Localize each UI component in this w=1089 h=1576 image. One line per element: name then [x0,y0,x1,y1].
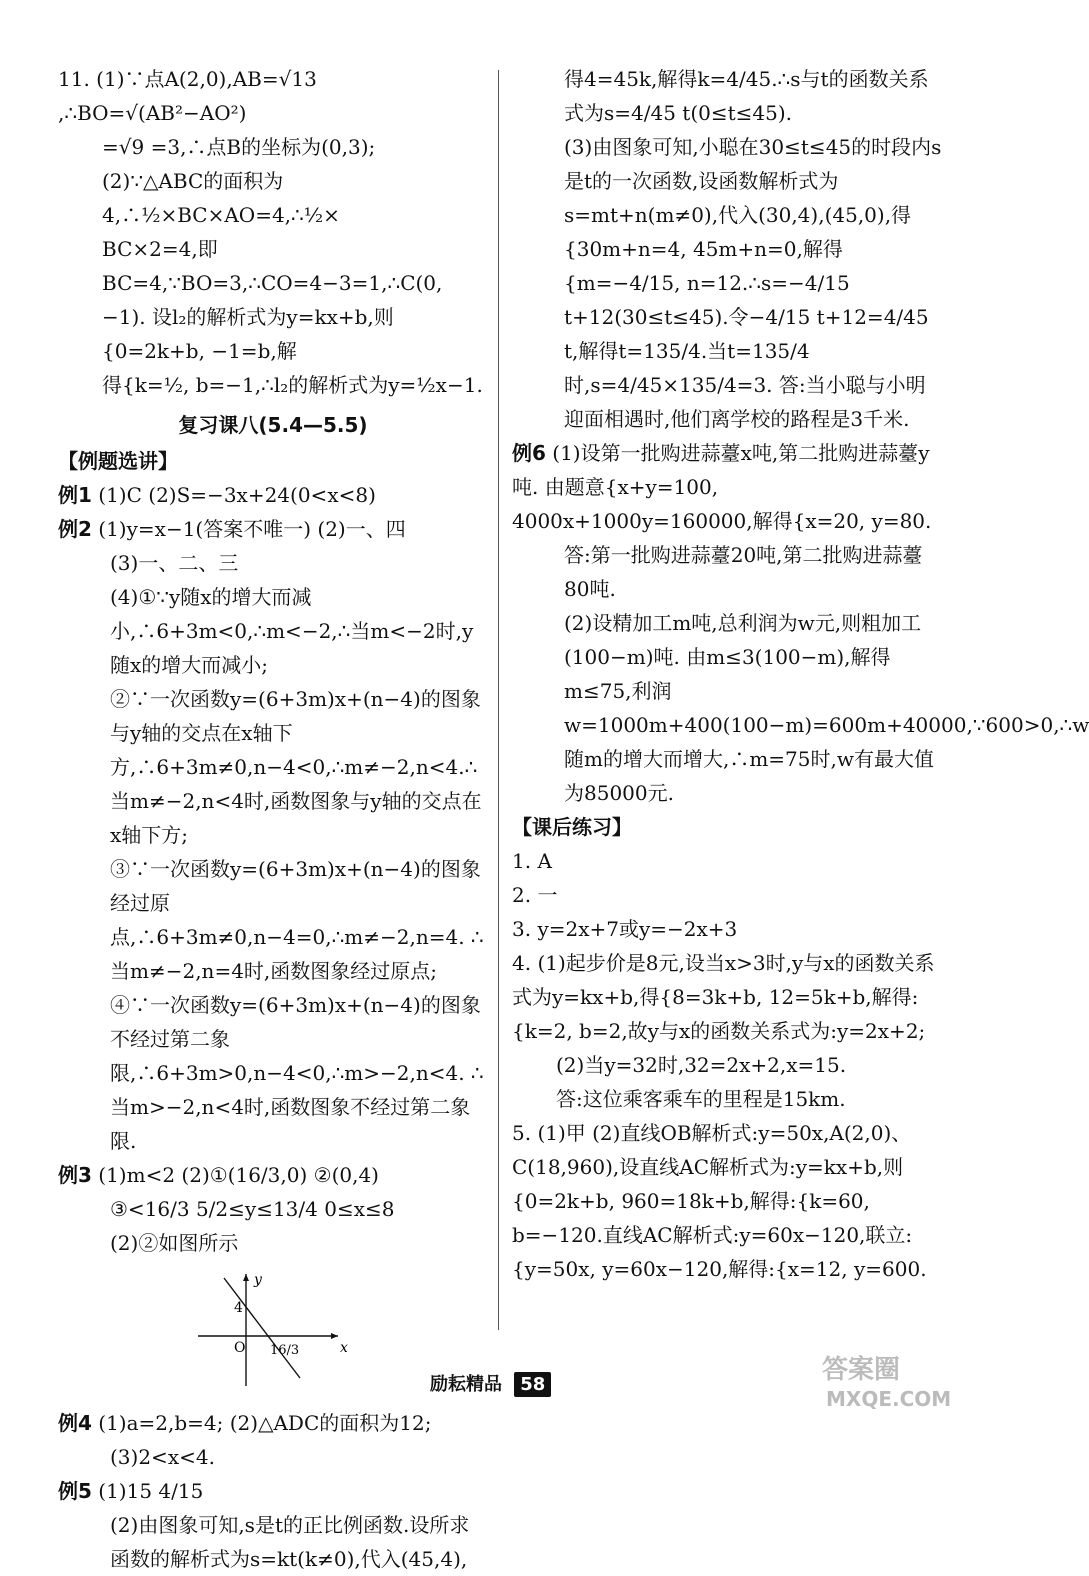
right-column [512,62,1089,1286]
brand-label: 励耘精品 [430,1374,502,1395]
answer-line [58,232,488,300]
answer-11 [58,62,488,402]
example-line [58,1440,488,1474]
x-label: x [340,1340,348,1356]
example-section-heading: 【例题选讲】 [58,449,178,473]
answer-text: (1)a=2,b=4; (2)△ADC的面积为12; [98,1411,432,1435]
example-label: 例2 [58,517,92,541]
answer-text: (2)由图象可知,s是t的正比例函数.设所求函数的解析式为s=kt(k≠0),代入(45,4), [110,1513,470,1571]
example-line [58,1406,488,1440]
watermark-logo [812,1344,982,1414]
examples-right [512,62,1089,810]
example-line [512,606,1089,810]
practice-list [512,844,942,1286]
example-label: 例3 [58,1163,92,1187]
column-divider [498,70,499,1330]
example-label: 例4 [58,1411,92,1435]
example-line [512,436,942,538]
practice-item [512,1116,942,1286]
answer-text: 答:这位乘客乘车的里程是15km. [556,1087,846,1111]
answer-text: (1)设第一批购进蒜薹x吨,第二批购进蒜薹y吨. 由题意{x+y=100, 4000x+1000y=160000,解得{x=20, y=80. [512,441,932,533]
line-graph [188,1268,348,1388]
answer-text: (2)当y=32时,32=2x+2,x=15. [556,1053,847,1077]
page-number: 58 [514,1372,551,1397]
example-line [512,538,942,606]
answer-text: (1)m<2 (2)①(16/3,0) ②(0,4) [98,1163,379,1187]
answer-text: 11. (1)∵点A(2,0),AB=√13 ,∴BO=√(AB²−AO²) [58,67,317,125]
example-line [58,478,488,512]
example-label: 例5 [58,1479,92,1503]
answer-text: 得{k=½, b=−1,∴l₂的解析式为y=½x−1. [102,373,483,397]
answer-text: 4. (1)起步价是8元,设当x>3时,y与x的函数关系式为y=kx+b,得{8=3k+b, 12=5k+b,解得:{k=2, b=2,故y与x的函数关系式为:y=2x+2; [512,951,935,1043]
left-column [58,62,488,1576]
answer-text: 5. (1)甲 (2)直线OB解析式:y=50x,A(2,0)、C(18,960),设直线AC解析式为:y=kx+b,则{0=2k+b, 960=18k+b,解得:{k=60, b=−120.直线AC解析式:y=60x−120,联立:{y=50x, y=60x−120,解得:{x=12, y=600. [512,1121,927,1281]
example-line [58,1226,488,1260]
answer-text: 3. y=2x+7或y=−2x+3 [512,917,738,941]
practice-item [512,878,942,912]
example-line [58,1508,488,1576]
x-axis-arrow [331,1333,338,1339]
page-footer [430,1370,551,1397]
answer-line [58,164,488,232]
y-axis-arrow [243,1274,249,1281]
example-line [58,852,488,988]
answer-text: ②∵一次函数y=(6+3m)x+(n−4)的图象与y轴的交点在x轴下方,∴6+3m≠0,n−4<0,∴m≠−2,n<4.∴当m≠−2,n<4时,函数图象与y轴的交点在x轴下方; [110,687,482,847]
example-label: 例1 [58,483,92,507]
answer-line [58,300,488,368]
example-line [58,988,488,1158]
answer-text: (4)①∵y随x的增大而减小,∴6+3m<0,∴m<−2,∴当m<−2时,y随x的增大而减小; [110,585,474,677]
answer-text: ③∵一次函数y=(6+3m)x+(n−4)的图象经过原点,∴6+3m≠0,n−4=0,∴m≠−2,n=4. ∴当m≠−2,n=4时,函数图象经过原点; [110,857,484,983]
answer-text: ③<16/3 5/2≤y≤13/4 0≤x≤8 [110,1197,395,1221]
y-label: y [254,1272,262,1288]
answer-text: =√9 =3,∴点B的坐标为(0,3); [102,135,376,159]
example-line [512,62,942,130]
answer-line [58,368,488,402]
example-line [58,1158,488,1192]
practice-item [512,1082,942,1116]
answer-text: 答:第一批购进蒜薹20吨,第二批购进蒜薹80吨. [564,543,923,601]
answer-text: (3)2<x<4. [110,1445,215,1469]
example-line [58,580,488,682]
practice-item [512,912,942,946]
example-line [58,546,488,580]
answer-text: −1). 设l₂的解析式为y=kx+b,则{0=2k+b, −1=b,解 [102,305,394,363]
answer-text: (3)一、二、三 [110,551,239,575]
example-line [512,130,942,436]
examples-left [58,478,488,1260]
answer-text: (1)y=x−1(答案不唯一) (2)一、四 [98,517,406,541]
examples-left-continued [58,1406,488,1576]
example-line [58,1474,488,1508]
practice-item [512,1048,942,1082]
answer-text: (2)②如图所示 [110,1231,239,1255]
x-tick-label: 16/3 [270,1343,300,1358]
example-line [58,682,488,852]
answer-text: (1)C (2)S=−3x+24(0<x<8) [98,483,376,507]
answer-text: BC×2=4,即BC=4,∵BO=3,∴CO=4−3=1,∴C(0, [102,237,443,295]
answer-text: (2)∵△ABC的面积为4,∴½×BC×AO=4,∴½× [102,169,340,227]
origin-label: O [234,1340,246,1356]
example-label: 例6 [512,441,546,465]
practice-section-heading: 【课后练习】 [512,815,632,839]
answer-text: 2. 一 [512,883,558,907]
answer-text: ④∵一次函数y=(6+3m)x+(n−4)的图象不经过第二象限,∴6+3m>0,n−4<0,∴m>−2,n<4. ∴当m>−2,n<4时,函数图象不经过第二象限. [110,993,484,1153]
watermark-line1: 答案圈 [822,1355,901,1385]
watermark-line2: MXQE.COM [826,1387,952,1411]
y-tick-label: 4 [234,1300,243,1316]
answer-text: (2)设精加工m吨,总利润为w元,则粗加工(100−m)吨. 由m≤3(100−m),解得m≤75,利润w=1000m+400(100−m)=600m+40000,∵600>0,∴w随m的增大而增大,∴m=75时,w有最大值为85000元. [564,611,1089,805]
function-line [224,1278,300,1378]
answer-text: 得4=45k,解得k=4/45.∴s与t的函数关系式为s=4/45 t(0≤t≤45). [564,67,929,125]
answer-text: 1. A [512,849,552,873]
answer-line [58,130,488,164]
answer-text: (1)15 4/15 [98,1479,204,1503]
answer-text: (3)由图象可知,小聪在30≤t≤45的时段内s是t的一次函数,设函数解析式为s=mt+n(m≠0),代入(30,4),(45,0),得{30m+n=4, 45m+n=0,解得{m=−4/15, n=12.∴s=−4/15 t+12(30≤t≤45).令−4/15 t+12=4/45 t,解得t=135/4.当t=135/4时,s=4/45×135/4=3. 答:当小聪与小明迎面相遇时,他们离学校的路程是3千米. [564,135,942,431]
example-line [58,512,488,546]
practice-item [512,844,942,878]
section-title: 复习课八(5.4—5.5) [178,413,368,437]
example-line [58,1192,488,1226]
answer-line [58,62,488,130]
practice-item [512,946,942,1048]
